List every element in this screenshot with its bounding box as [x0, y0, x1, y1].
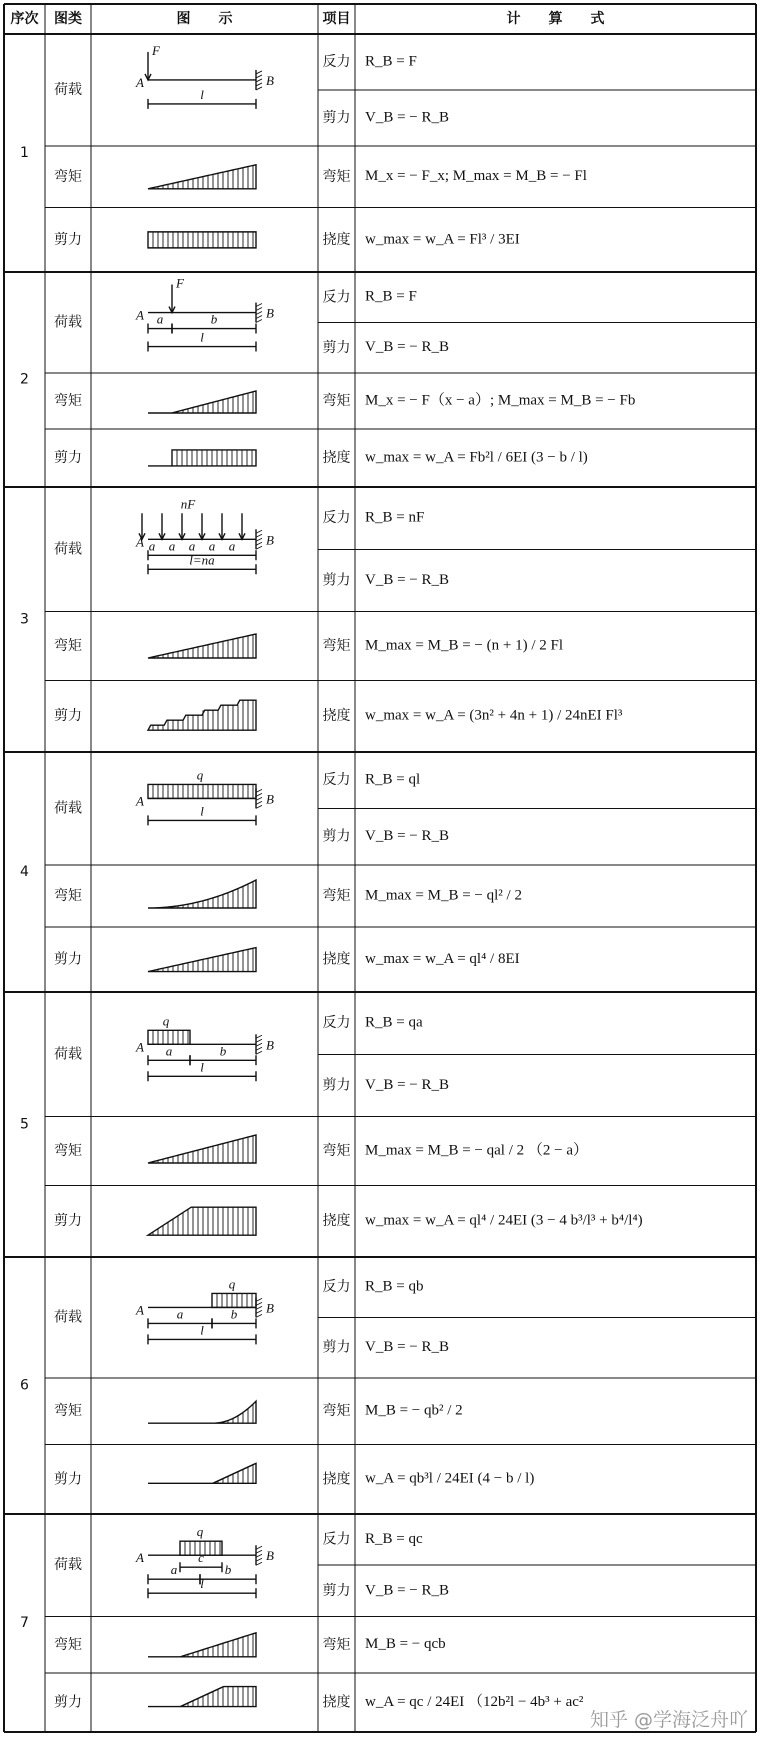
label-B: B — [266, 532, 274, 548]
dimension-label: c — [198, 1550, 204, 1566]
item-moment: 弯矩 — [322, 1143, 351, 1159]
header-col-item: 项目 — [322, 11, 351, 27]
type-moment: 弯矩 — [54, 1636, 82, 1653]
label-nF: nF — [180, 496, 196, 512]
label-F: F — [176, 275, 184, 291]
item-moment: 弯矩 — [322, 638, 351, 654]
distributed-load — [212, 1293, 256, 1307]
distributed-load-hatch — [153, 1030, 188, 1044]
type-load: 荷载 — [54, 800, 82, 817]
formula-moment: M_B = − qcb — [365, 1636, 446, 1653]
type-load: 荷载 — [54, 1557, 82, 1574]
distributed-load-hatch — [217, 1293, 252, 1307]
moment-diagram-hatch — [153, 165, 253, 188]
section-number: 6 — [20, 1377, 29, 1394]
moment-diagram — [148, 1135, 256, 1163]
moment-diagram-hatch — [153, 635, 253, 658]
label-B: B — [266, 72, 274, 88]
shear-diagram — [172, 450, 256, 466]
dimension-label: l — [200, 1059, 204, 1075]
label-a: a — [148, 538, 156, 554]
type-load: 荷载 — [54, 81, 82, 98]
formula-moment: M_max = M_B = − (n + 1) / 2 Fl — [365, 637, 564, 654]
section-number: 4 — [20, 864, 29, 880]
label-q: q — [196, 1524, 204, 1540]
moment-diagram — [148, 634, 256, 658]
formula-moment: M_x = − F_x; M_max = M_B = − Fl — [365, 168, 587, 185]
label-A: A — [136, 1302, 144, 1318]
label-A: A — [136, 793, 144, 809]
dimension-label: a — [170, 1562, 178, 1578]
type-shear: 剪力 — [54, 449, 82, 466]
formula-moment: M_max = M_B = − ql² / 2 — [365, 887, 522, 904]
formula-reaction: R_B = F — [365, 53, 417, 70]
formula-shear: V_B = − R_B — [365, 828, 450, 845]
shear-diagram — [148, 1207, 256, 1235]
table-cells — [11, 10, 643, 1711]
item-shear: 剪力 — [322, 109, 351, 126]
section-number: 2 — [20, 371, 29, 388]
item-reaction: 反力 — [322, 1015, 351, 1032]
label-A: A — [136, 74, 144, 90]
watermark: 知乎 @学海泛舟吖 — [589, 1709, 748, 1731]
shear-diagram — [148, 948, 256, 972]
label-a: a — [168, 538, 176, 554]
dimension-label: l — [200, 1322, 204, 1338]
formula-deflection: w_max = w_A = Fb²l / 6EI (3 − b / l) — [365, 449, 588, 466]
label-A: A — [136, 307, 144, 323]
section-number: 5 — [20, 1116, 29, 1133]
label-A: A — [136, 1550, 144, 1566]
shear-diagram-hatch — [153, 1207, 253, 1235]
type-load: 荷载 — [54, 541, 82, 558]
label-a: a — [228, 538, 236, 554]
item-moment: 弯矩 — [322, 168, 351, 185]
formula-moment: M_x = − F（x − a）; M_max = M_B = − Fb — [365, 392, 636, 409]
item-shear: 剪力 — [322, 1582, 351, 1599]
formula-shear: V_B = − R_B — [365, 571, 450, 588]
formula-reaction: R_B = F — [365, 288, 417, 305]
dimension-label: l=na — [189, 552, 215, 568]
label-q: q — [162, 1013, 170, 1029]
item-deflection: 挠度 — [322, 951, 351, 968]
moment-diagram — [148, 1633, 256, 1657]
formula-deflection: w_max = w_A = ql⁴ / 8EI — [365, 951, 520, 968]
label-A: A — [136, 534, 144, 550]
moment-diagram — [148, 1401, 256, 1423]
item-deflection: 挠度 — [322, 1471, 351, 1488]
label-a: a — [188, 538, 196, 554]
label-a: a — [208, 538, 216, 554]
item-deflection: 挠度 — [322, 1694, 351, 1711]
formula-reaction: R_B = qb — [365, 1278, 424, 1295]
formula-reaction: R_B = qa — [365, 1014, 423, 1031]
header-col-diagram: 图 示 — [176, 11, 233, 27]
shear-diagram-hatch — [177, 450, 252, 466]
shear-diagram-hatch — [183, 1687, 253, 1707]
type-load: 荷载 — [54, 1046, 82, 1063]
item-reaction: 反力 — [322, 1531, 351, 1548]
dimension-label: b — [210, 311, 218, 327]
fixed-support — [256, 70, 262, 90]
moment-diagram-hatch — [153, 1136, 253, 1163]
fixed-support — [256, 1545, 262, 1565]
moment-diagram-hatch — [188, 1634, 253, 1657]
shear-diagram-hatch — [218, 1465, 253, 1484]
formula-shear: V_B = − R_B — [365, 1076, 450, 1093]
item-moment: 弯矩 — [322, 1403, 351, 1420]
item-reaction: 反力 — [322, 289, 351, 306]
dimension-label: b — [219, 1043, 227, 1059]
label-A: A — [136, 1039, 144, 1055]
item-deflection: 挠度 — [322, 708, 351, 725]
formula-moment: M_B = − qb² / 2 — [365, 1402, 463, 1419]
header-col-type: 图类 — [54, 11, 82, 27]
dimension-label: b — [230, 1306, 238, 1322]
label-B: B — [266, 1037, 274, 1053]
formula-deflection: w_max = w_A = (3n² + 4n + 1) / 24nEI Fl³ — [365, 707, 623, 724]
formula-deflection: w_max = w_A = Fl³ / 3EI — [365, 231, 520, 248]
section-number: 7 — [20, 1615, 29, 1631]
fixed-support — [256, 303, 262, 323]
fixed-support — [256, 1297, 262, 1317]
section-number: 3 — [20, 611, 29, 628]
dimension-label: l — [200, 803, 204, 819]
formula-shear: V_B = − R_B — [365, 1582, 450, 1599]
item-reaction: 反力 — [322, 510, 351, 527]
type-moment: 弯矩 — [54, 393, 82, 409]
shear-diagram — [148, 1463, 256, 1483]
label-B: B — [266, 1548, 274, 1564]
shear-diagram-hatch — [153, 948, 253, 971]
item-shear: 剪力 — [322, 1339, 351, 1356]
dimension-label: b — [224, 1562, 232, 1578]
formula-deflection: w_A = qc / 24EI （12b²l − 4b³ + ac² — [365, 1694, 584, 1711]
distributed-load — [148, 1030, 190, 1044]
item-moment: 弯矩 — [322, 888, 351, 904]
item-deflection: 挠度 — [322, 1213, 351, 1230]
item-shear: 剪力 — [322, 828, 351, 845]
type-shear: 剪力 — [54, 1471, 82, 1488]
item-shear: 剪力 — [322, 1077, 351, 1094]
formula-reaction: R_B = ql — [365, 771, 421, 788]
label-B: B — [266, 791, 274, 807]
item-reaction: 反力 — [322, 1279, 351, 1296]
formula-deflection: w_max = w_A = ql⁴ / 24EI (3 − 4 b³/l³ + b⁴/l⁴) — [365, 1212, 643, 1229]
moment-diagram — [148, 165, 256, 189]
shear-diagram — [148, 1687, 256, 1707]
type-shear: 剪力 — [54, 1213, 82, 1230]
item-shear: 剪力 — [322, 572, 351, 589]
formula-deflection: w_A = qb³l / 24EI (4 − b / l) — [365, 1470, 535, 1487]
item-deflection: 挠度 — [322, 449, 351, 466]
dimension-label: a — [176, 1306, 184, 1322]
type-load: 荷载 — [54, 1309, 82, 1326]
fixed-support — [256, 529, 262, 549]
formula-shear: V_B = − R_B — [365, 339, 450, 356]
moment-diagram — [148, 391, 256, 413]
fixed-support — [256, 788, 262, 808]
distributed-load — [148, 784, 256, 798]
label-F: F — [152, 42, 160, 58]
type-shear: 剪力 — [54, 231, 82, 248]
dimension-label: l — [200, 329, 204, 345]
label-B: B — [266, 305, 274, 321]
type-moment: 弯矩 — [54, 1143, 82, 1159]
type-moment: 弯矩 — [54, 1403, 82, 1420]
moment-diagram — [148, 880, 256, 908]
shear-diagram — [148, 700, 256, 730]
label-q: q — [196, 767, 204, 783]
fixed-support — [256, 1034, 262, 1054]
item-reaction: 反力 — [322, 772, 351, 789]
type-moment: 弯矩 — [54, 168, 82, 185]
type-shear: 剪力 — [54, 951, 82, 968]
type-moment: 弯矩 — [54, 638, 82, 654]
dimension-label: a — [156, 311, 164, 327]
distributed-load-hatch — [153, 784, 253, 798]
header-col-formula: 计 算 式 — [506, 11, 605, 27]
formula-shear: V_B = − R_B — [365, 1339, 450, 1356]
dimension-label: a — [165, 1043, 173, 1059]
item-shear: 剪力 — [322, 339, 351, 356]
item-deflection: 挠度 — [322, 231, 351, 248]
item-moment: 弯矩 — [322, 1636, 351, 1653]
type-shear: 剪力 — [54, 708, 82, 725]
formula-reaction: R_B = qc — [365, 1531, 423, 1548]
dimension-label: l — [200, 1576, 204, 1592]
item-reaction: 反力 — [322, 53, 351, 70]
type-moment: 弯矩 — [54, 888, 82, 904]
item-moment: 弯矩 — [322, 393, 351, 409]
label-q: q — [228, 1276, 236, 1292]
shear-diagram-hatch — [153, 232, 253, 248]
type-shear: 剪力 — [54, 1694, 82, 1711]
label-B: B — [266, 1300, 274, 1316]
section-number: 1 — [20, 145, 29, 161]
formula-shear: V_B = − R_B — [365, 109, 450, 126]
formula-moment: M_max = M_B = − qal / 2 （2 − a） — [365, 1142, 588, 1159]
header-col-no: 序次 — [10, 11, 39, 27]
dimension-label: l — [200, 86, 204, 102]
formula-reaction: R_B = nF — [365, 509, 425, 526]
type-load: 荷载 — [54, 314, 82, 331]
shear-diagram — [148, 232, 256, 248]
